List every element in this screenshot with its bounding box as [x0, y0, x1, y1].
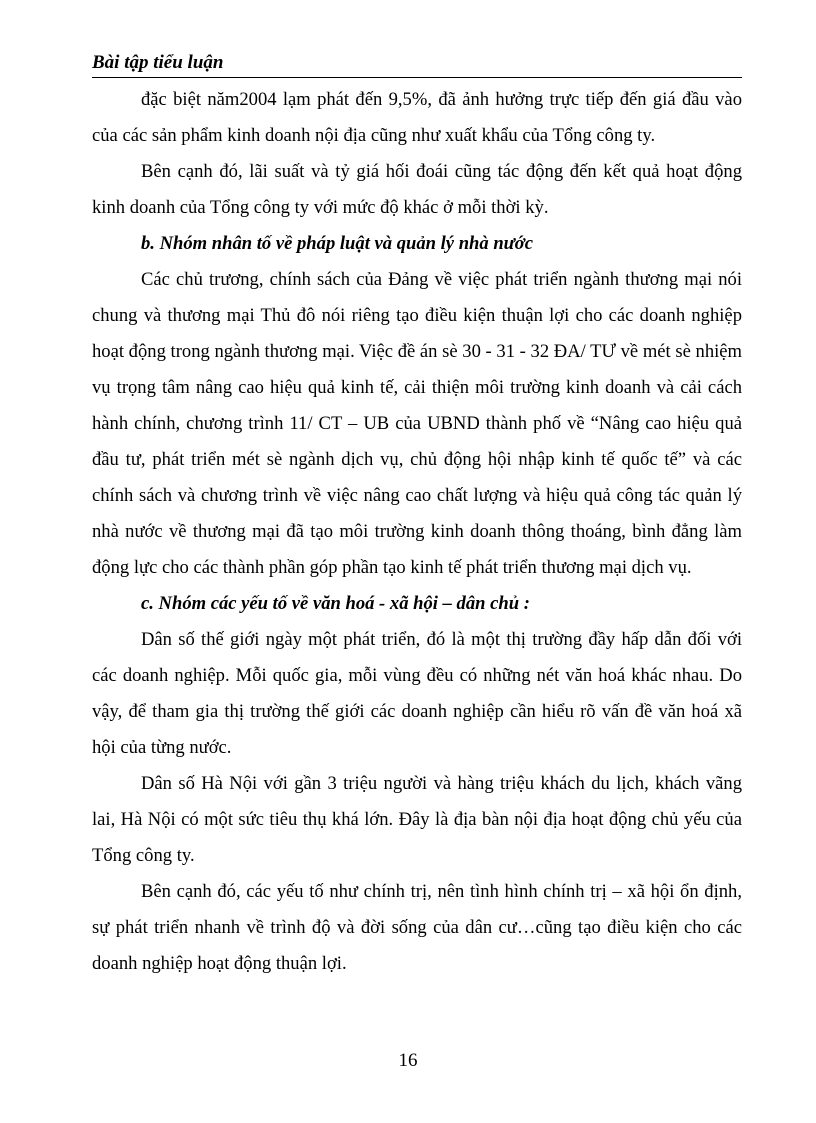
- paragraph-interest-rates: Bên cạnh đó, lãi suất và tỷ giá hối đoái cũng tác động đến kết quả hoạt động kinh doanh của Tổng công ty với mức độ khác ở mỗi thời kỳ.: [92, 161, 742, 218]
- paragraph-world-population: Dân số thế giới ngày một phát triển, đó là một thị trường đầy hấp dẫn đối với các doanh nghiệp. Mỗi quốc gia, mỗi vùng đều có những nét văn hoá khác nhau. Do vậy, để tham gia thị trường thế giới các doanh nghiệp cần hiểu rõ vấn đề văn hoá xã hội của từng nước.: [92, 629, 742, 758]
- section-heading-culture: c. Nhóm các yếu tố về văn hoá - xã hội – dân chủ :: [141, 593, 530, 614]
- page-header: [92, 51, 742, 78]
- page-number: 16: [398, 1050, 418, 1071]
- paragraph-inflation: đặc biệt năm2004 lạm phát đến 9,5%, đã ảnh hưởng trực tiếp đến giá đầu vào của các sản phẩm kinh doanh nội địa cũng như xuất khẩu của Tổng công ty.: [92, 89, 742, 146]
- section-heading-law: b. Nhóm nhân tố về pháp luật và quản lý nhà nước: [141, 233, 534, 254]
- document-body: [92, 82, 742, 982]
- header-title: Bài tập tiểu luận: [92, 52, 224, 73]
- paragraph-hanoi-population: Dân số Hà Nội với gần 3 triệu người và hàng triệu khách du lịch, khách vãng lai, Hà Nội có một sức tiêu thụ khá lớn. Đây là địa bàn nội địa hoạt động chủ yếu của Tổng công ty.: [92, 773, 742, 866]
- paragraph-policy: Các chủ trương, chính sách của Đảng về việc phát triển ngành thương mại nói chung và thương mại Thủ đô nói riêng tạo điều kiện thuận lợi cho các doanh nghiệp hoạt động trong ngành thương mại. Việc đề án sè 30 - 31 - 32 ĐA/ TƯ về mét sè nhiệm vụ trọng tâm nâng cao hiệu quả kinh tế, cải thiện môi trường kinh doanh và cải cách hành chính, chương trình 11/ CT – UB của UBND thành phố về “Nâng cao hiệu quả đầu tư, phát triển mét sè ngành dịch vụ, chủ động hội nhập kinh tế quốc tế” và các chính sách và chương trình về việc nâng cao chất lượng và hiệu quả công tác quản lý nhà nước về thương mại đã tạo môi trường kinh doanh thông thoáng, bình đẳng làm động lực cho các thành phần góp phần tạo kinh tế phát triển thương mại dịch vụ.: [92, 269, 742, 578]
- paragraph-politics: Bên cạnh đó, các yếu tố như chính trị, nên tình hình chính trị – xã hội ổn định, sự phát triển nhanh về trình độ và đời sống của dân cư…cũng tạo điều kiện cho các doanh nghiệp hoạt động thuận lợi.: [92, 881, 742, 974]
